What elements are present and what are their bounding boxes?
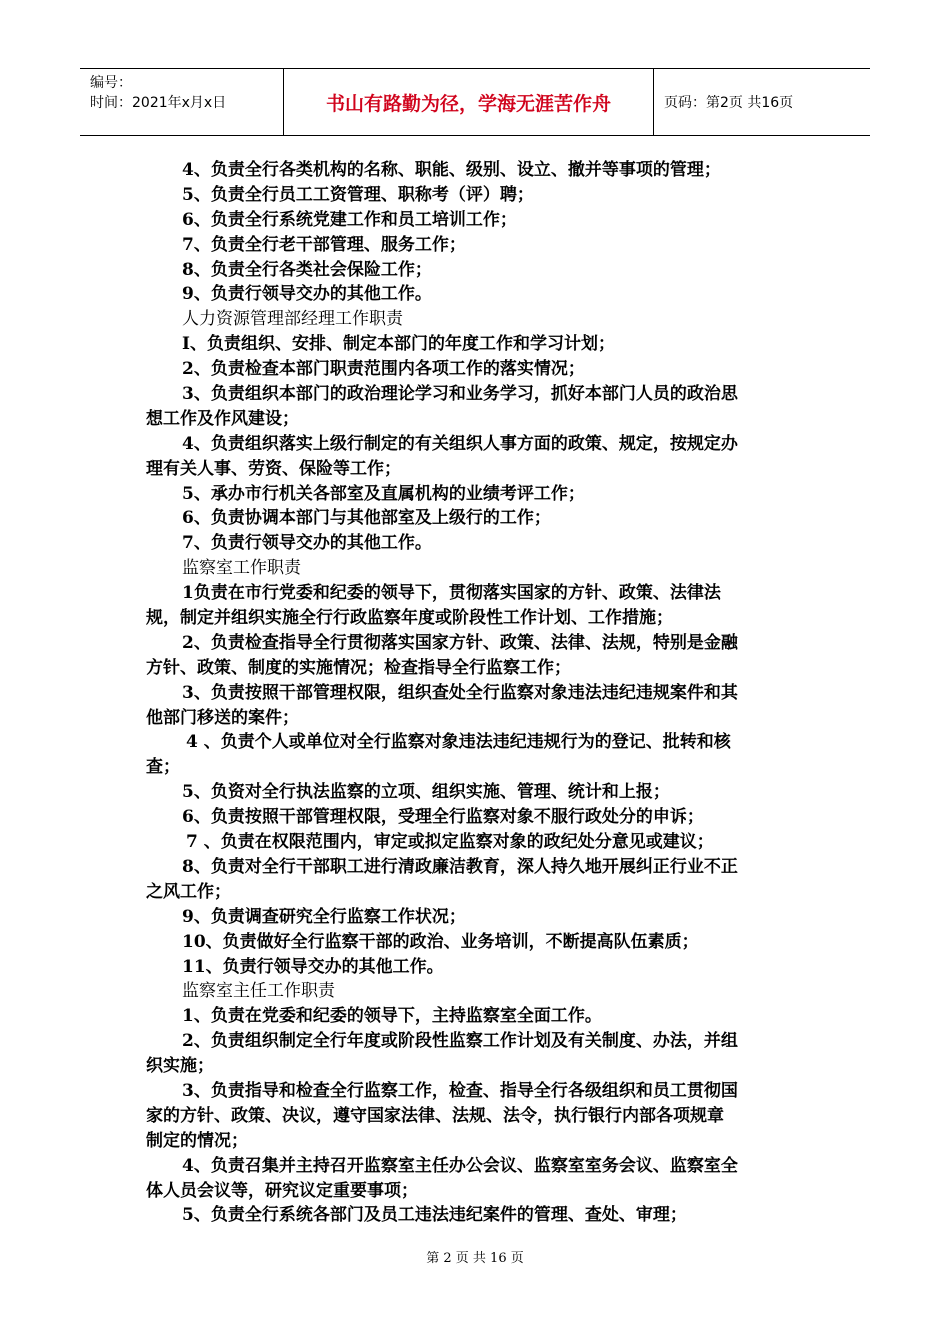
text-line: 2、负责检查指导全行贯彻落实国家方针、政策、法律、法规，特别是金融 xyxy=(182,632,738,653)
text-line: 家的方针、政策、决议，遵守国家法律、法规、法令，执行银行内部各项规章 xyxy=(146,1105,724,1126)
page-info-cell xyxy=(654,69,870,135)
text-line: 规，制定并组织实施全行行政监察年度或阶段性工作计划、工作措施； xyxy=(146,608,673,629)
time-label: 时间：2021年x月x日 xyxy=(90,95,227,111)
text-line: 2、负责检查本部门职责范围内各项工作的落实情况； xyxy=(182,359,585,380)
text-line: 9、负责调查研究全行监察工作状况； xyxy=(182,906,466,927)
text-line: 查； xyxy=(146,757,180,778)
text-line: 6、负责协调本部门与其他部室及上级行的工作； xyxy=(182,508,551,529)
page-info: 页码：第2页 共16页 xyxy=(664,95,794,111)
text-line: 1负责在市行党委和纪委的领导下，贯彻落实国家的方针、政策、法律法 xyxy=(182,583,721,604)
motto-cell xyxy=(284,69,654,135)
text-line: 5、负资对全行执法监察的立项、组织实施、管理、统计和上报； xyxy=(182,782,670,803)
section-title: 监察室主任工作职责 xyxy=(182,981,335,1002)
motto-text: 书山有路勤为径，学海无涯苦作舟 xyxy=(325,92,611,115)
text-line: 3、负责指导和检查全行监察工作，检查、指导全行各级组织和员工贯彻国 xyxy=(182,1080,738,1101)
text-line: 7、负责全行老干部管理、服务工作； xyxy=(182,234,466,255)
section-title: 人力资源管理部经理工作职责 xyxy=(182,309,403,330)
text-line: 4、负责召集并主持召开监察室主任办公会议、监察室室务会议、监察室全 xyxy=(182,1155,738,1176)
text-line: 8、负责对全行干部职工进行清政廉洁教育，深人持久地开展纠正行业不正 xyxy=(182,856,738,877)
text-line: 1、负责在党委和纪委的领导下，主持监察室全面工作。 xyxy=(182,1006,602,1027)
text-line: 9、负责行领导交办的其他工作。 xyxy=(182,284,432,305)
text-line: 4、负责组织落实上级行制定的有关组织人事方面的政策、规定，按规定办 xyxy=(182,433,738,454)
text-line: 2、负责组织制定全行年度或阶段性监察工作计划及有关制度、办法，并组 xyxy=(182,1031,738,1052)
text-line: I、负责组织、安排、制定本部门的年度工作和学习计划； xyxy=(182,334,615,355)
text-line: 之风工作； xyxy=(146,881,231,902)
text-line: 7、负责行领导交办的其他工作。 xyxy=(182,533,432,554)
header-table xyxy=(80,68,870,136)
text-line: 织实施； xyxy=(146,1056,214,1077)
text-line: 5、负责全行员工工资管理、职称考（评）聘； xyxy=(182,184,534,205)
text-line: 6、负责按照干部管理权限，受理全行监察对象不服行政处分的申诉； xyxy=(182,807,704,828)
text-line: 6、负责全行系统党建工作和员工培训工作； xyxy=(182,209,517,230)
text-line: 3、负责按照干部管理权限，组织查处全行监察对象违法违纪违规案件和其 xyxy=(182,682,738,703)
text-line: 11、负责行领导交办的其他工作。 xyxy=(182,956,444,977)
page-footer: 第 2 页 共 16 页 xyxy=(426,1251,524,1266)
number-label: 编号： xyxy=(90,75,132,91)
text-line: 4、负责全行各类机构的名称、职能、级别、设立、撤并等事项的管理； xyxy=(182,160,721,180)
document-body xyxy=(146,158,810,1228)
header-meta-cell xyxy=(80,69,284,135)
text-line: 5、承办市行机关各部室及直属机构的业绩考评工作； xyxy=(182,483,585,504)
text-line: 他部门移送的案件； xyxy=(146,707,299,728)
text-line: 10、负责做好全行监察干部的政治、业务培训，不断提高队伍素质； xyxy=(182,931,699,952)
text-line: 3、负责组织本部门的政治理论学习和业务学习，抓好本部门人员的政治思 xyxy=(182,384,738,405)
text-line: 7 、负责在权限范围内，审定或拟定监察对象的政纪处分意见或建议； xyxy=(186,832,714,853)
text-line: 制定的情况； xyxy=(146,1130,248,1151)
text-line: 想工作及作风建设； xyxy=(146,408,299,429)
text-line: 8、负责全行各类社会保险工作； xyxy=(182,259,432,280)
text-line: 5、负责全行系统各部门及员工违法违纪案件的管理、查处、审理； xyxy=(182,1205,687,1226)
section-title: 监察室工作职责 xyxy=(182,558,301,579)
text-line: 体人员会议等，研究议定重要事项； xyxy=(146,1180,418,1201)
text-line: 方针、政策、制度的实施情况；检查指导全行监察工作； xyxy=(146,657,571,678)
text-line: 4 、负责个人或单位对全行监察对象违法违纪违规行为的登记、批转和核 xyxy=(186,732,731,753)
text-line: 理有关人事、劳资、保险等工作； xyxy=(146,458,401,479)
